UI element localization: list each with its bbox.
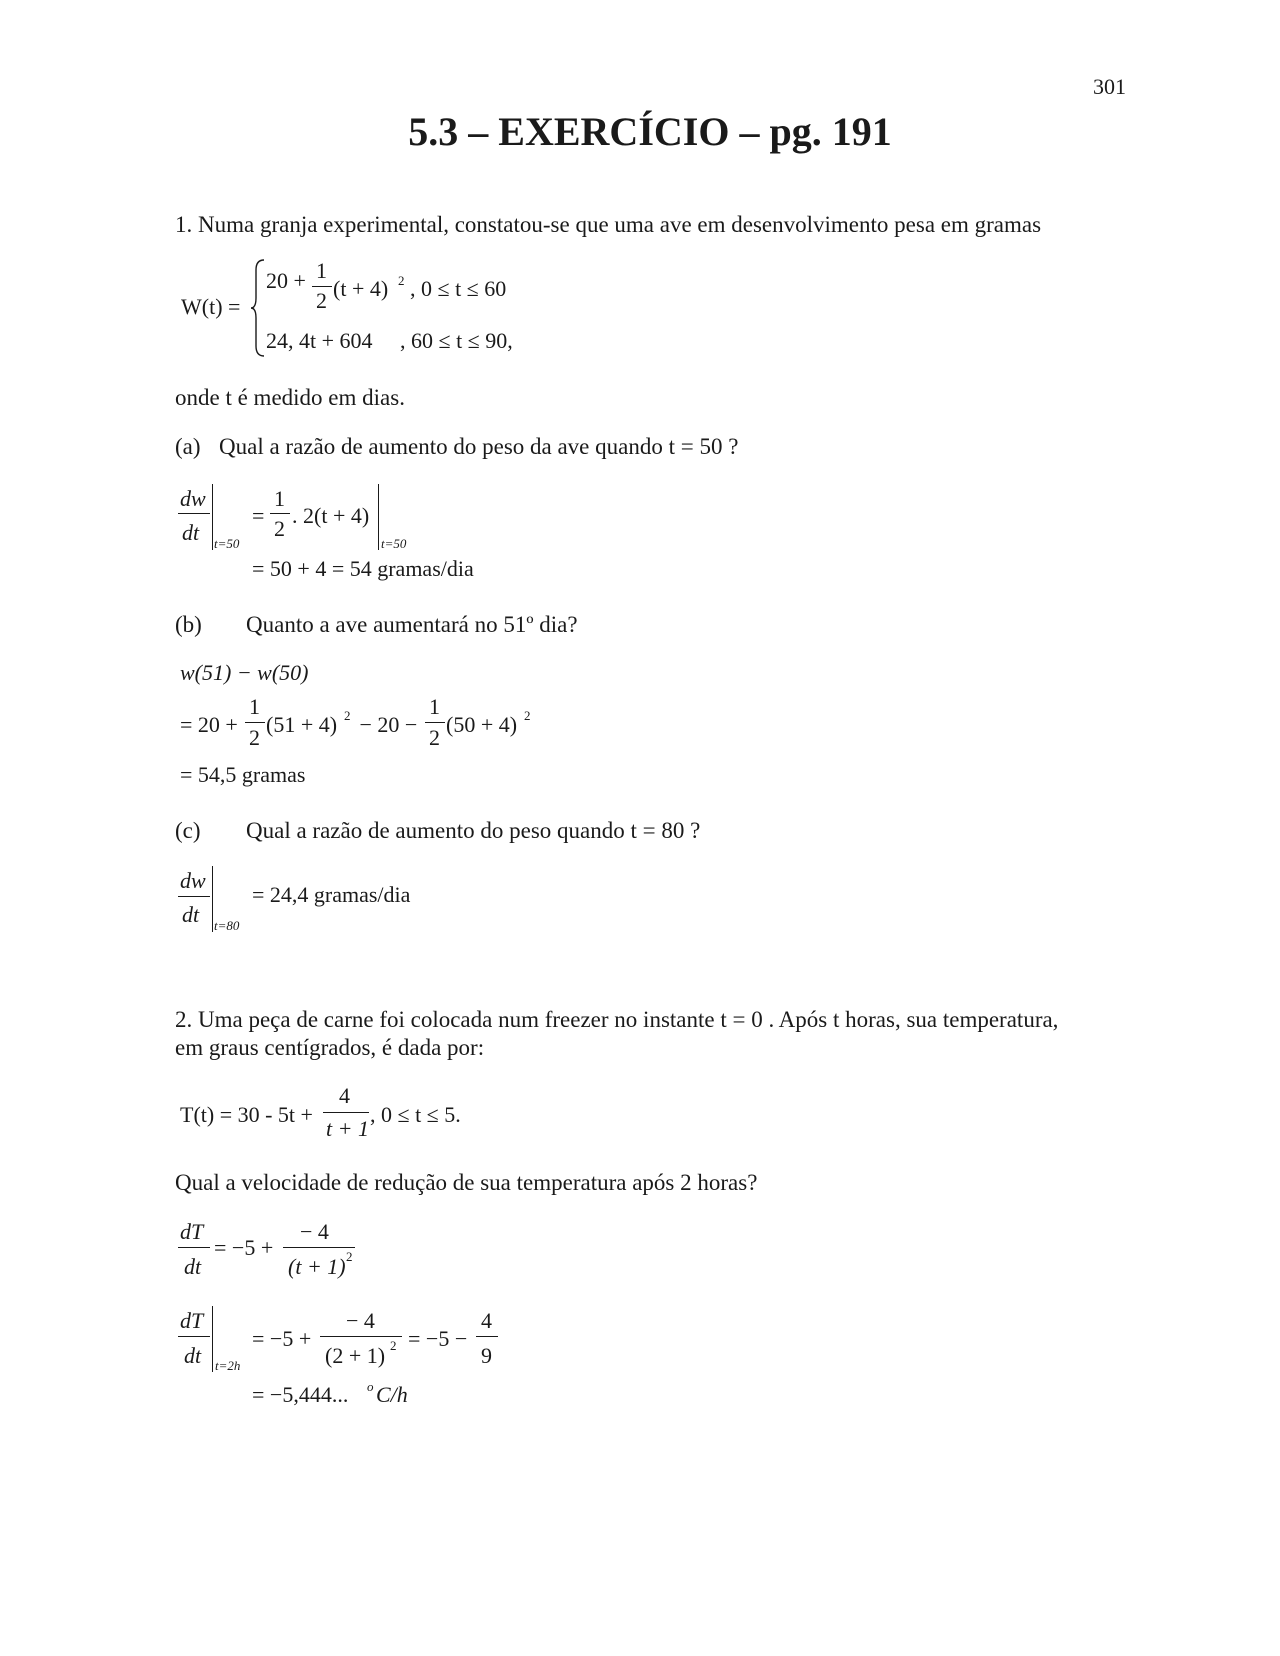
ex1-b-l2-den1: 2 <box>249 725 260 750</box>
ex1-piece1-cond: , 0 ≤ t ≤ 60 <box>410 276 507 301</box>
ex1-piece2: 24, 4t + 604 <box>266 328 373 353</box>
ex2-statement-line1: 2. Uma peça de carne foi colocada num freezer no instante t = 0 . Após t horas, sua temperatura, <box>175 1007 1059 1032</box>
ex1-b-l2-d: (50 + 4) <box>446 712 518 737</box>
ex1-b-l2-fracbar2 <box>425 722 445 723</box>
ex1-function-lhs: W(t) = <box>181 294 241 319</box>
ex2-d2-degree: o <box>367 1379 374 1394</box>
ex1-piece1-a: 20 + <box>266 268 306 293</box>
ex1-piece1-fracbar <box>312 286 332 287</box>
ex2-d1-fracbar2 <box>283 1247 355 1248</box>
ex2-d2-unit: C/h <box>376 1382 408 1407</box>
ex2-d1-dT: dT <box>180 1219 204 1244</box>
ex1-b-l2-den2: 2 <box>429 725 440 750</box>
ex2-d2-eval: t=2h <box>215 1358 241 1373</box>
ex2-fn-num: 4 <box>339 1083 350 1108</box>
page-title: 5.3 – EXERCÍCIO – pg. 191 <box>408 109 892 154</box>
ex2-d2-den: (2 + 1) <box>325 1343 386 1368</box>
ex1-a-rhs: . 2(t + 4) <box>292 503 370 528</box>
ex2-question: Qual a velocidade de redução de sua temperatura após 2 horas? <box>175 1170 758 1195</box>
ex1-c-result: = 24,4 gramas/dia <box>252 882 411 907</box>
ex1-left-brace <box>250 258 266 358</box>
ex1-a-result: = 50 + 4 = 54 gramas/dia <box>252 556 474 581</box>
ex1-a-eval-bar2 <box>378 484 379 550</box>
ex1-piece2-cond: , 60 ≤ t ≤ 90, <box>400 328 513 353</box>
ex1-b-l2-num1: 1 <box>249 694 260 719</box>
ex2-d2-eval-bar <box>212 1306 213 1372</box>
ex2-d1-den: (t + 1) <box>288 1254 346 1279</box>
ex1-b-result: = 54,5 gramas <box>180 762 306 787</box>
ex1-a-eq: = <box>252 503 265 528</box>
ex1-a-den: 2 <box>274 516 285 541</box>
ex1-a-num: 1 <box>274 486 285 511</box>
ex2-d1-num: − 4 <box>300 1219 329 1244</box>
ex1-b-l2-num2: 1 <box>429 694 440 719</box>
ex1-c-dt: dt <box>182 902 200 927</box>
ex2-statement-line2: em graus centígrados, é dada por: <box>175 1035 485 1060</box>
ex2-fn-fracbar <box>323 1112 369 1113</box>
ex1-a-fracbar2 <box>270 513 290 514</box>
ex2-d2-num2: 4 <box>481 1308 492 1333</box>
ex1-statement: 1. Numa granja experimental, constatou-se que uma ave em desenvolvimento pesa em gramas <box>175 212 1042 237</box>
ex2-d1-fracbar <box>178 1247 210 1248</box>
ex2-d2-dT: dT <box>180 1308 204 1333</box>
ex2-d2-rhs: = −5 + <box>252 1326 312 1351</box>
ex1-b-l2-exp2: 2 <box>524 708 531 723</box>
ex1-b-line1: w(51) − w(50) <box>180 660 309 685</box>
ex1-b-question: Quanto a ave aumentará no 51º dia? <box>246 612 578 637</box>
ex1-b-l2-c: − 20 − <box>354 712 418 737</box>
ex1-c-dw: dw <box>180 868 206 893</box>
ex2-fn-cond: , 0 ≤ t ≤ 5. <box>370 1102 461 1127</box>
ex1-b-label: (b) <box>175 612 202 637</box>
ex1-b-l2-b: (51 + 4) <box>266 712 338 737</box>
ex1-c-label: (c) <box>175 818 201 843</box>
ex1-piece1-exp: 2 <box>398 273 405 288</box>
ex1-c-eval: t=80 <box>214 918 240 933</box>
ex1-c-eval-bar <box>212 866 213 932</box>
ex1-a-eval-bar <box>212 484 213 550</box>
ex1-c-fracbar <box>178 896 210 897</box>
ex2-d2-result: = −5,444... <box>252 1382 349 1407</box>
ex2-d2-fracbar3 <box>476 1336 498 1337</box>
ex1-after-text: onde t é medido em dias. <box>175 385 405 410</box>
ex1-a-eval2: t=50 <box>381 536 407 551</box>
ex2-fn-lhs: T(t) = 30 - 5t + <box>180 1102 313 1127</box>
ex2-d1-dt: dt <box>184 1254 202 1279</box>
ex2-d2-fracbar2 <box>320 1336 402 1337</box>
ex1-piece1-b: (t + 4) <box>333 276 389 301</box>
ex2-d1-exp: 2 <box>346 1249 353 1264</box>
ex1-b-l2-exp1: 2 <box>344 708 351 723</box>
ex1-b-l2-a: = 20 + <box>180 712 238 737</box>
ex2-d2-exp: 2 <box>390 1338 397 1353</box>
ex2-d2-num: − 4 <box>346 1308 375 1333</box>
ex1-a-label: (a) <box>175 434 201 459</box>
ex2-fn-den: t + 1 <box>326 1116 369 1141</box>
ex1-b-l2-fracbar1 <box>245 722 265 723</box>
ex2-d2-fracbar <box>178 1336 210 1337</box>
ex1-a-eval: t=50 <box>214 536 240 551</box>
ex2-d2-mid: = −5 − <box>408 1326 468 1351</box>
ex1-a-fracbar <box>178 513 210 514</box>
ex1-piece1-den: 2 <box>316 288 327 313</box>
ex1-a-dw: dw <box>180 486 206 511</box>
ex1-a-question: Qual a razão de aumento do peso da ave quando t = 50 ? <box>219 434 739 459</box>
ex2-d1-rhs: = −5 + <box>214 1235 274 1260</box>
ex1-a-dt: dt <box>182 520 200 545</box>
ex2-d2-den2: 9 <box>481 1343 492 1368</box>
ex1-piece1-num: 1 <box>316 258 327 283</box>
ex1-c-question: Qual a razão de aumento do peso quando t = 80 ? <box>246 818 701 843</box>
page-number: 301 <box>1093 74 1126 99</box>
ex2-d2-dt: dt <box>184 1343 202 1368</box>
